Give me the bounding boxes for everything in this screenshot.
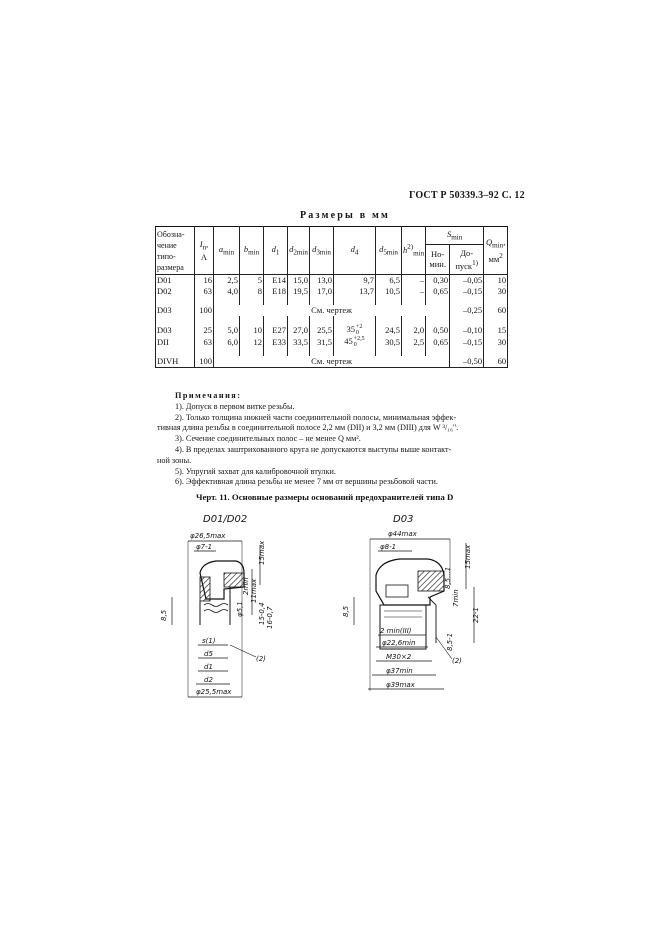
table-row: [156, 356, 508, 368]
dim-label: 15max: [258, 540, 266, 565]
table-cell: 16: [195, 275, 214, 287]
table-cell: 5: [240, 275, 264, 287]
table-cell: 2,5: [402, 336, 426, 348]
table-cell: –: [402, 286, 426, 297]
table-cell: –0,10: [450, 324, 484, 336]
table-cell: 10: [240, 324, 264, 336]
note-item: 4). В пределах заштрихованного круга не допускаются выступы выше контакт-: [175, 444, 452, 454]
dim-label: 8,5...1: [444, 566, 452, 589]
dim-label: 2min: [242, 577, 250, 595]
table-cell: 9,7: [334, 275, 376, 287]
table-cell: 25,5: [310, 324, 334, 336]
dim-label: φ44max: [388, 530, 417, 538]
note-item: ной зоны.: [157, 455, 192, 465]
header-h: $h^{2)}_{min}$: [402, 227, 426, 275]
table-cell: DIVH: [156, 356, 195, 368]
table-cell: DII: [156, 336, 195, 348]
row-gap: [156, 316, 508, 324]
table-cell: –0,05: [450, 275, 484, 287]
table-cell: D02: [156, 286, 195, 297]
table-cell: 10,5: [376, 286, 402, 297]
table-cell: –: [402, 275, 426, 287]
table-cell: 0,50: [426, 324, 450, 336]
table-cell: 15: [484, 324, 508, 336]
table-cell: 60: [484, 356, 508, 368]
dim-label: d5: [204, 650, 213, 658]
table-cell: 63: [195, 286, 214, 297]
header-d5: $d_{5min}$: [376, 227, 402, 275]
page-header: ГОСТ Р 50339.3–92 С. 12: [409, 190, 525, 201]
dim-label: φ25,5max: [196, 688, 232, 696]
note-item: 3). Сечение соединительных полос – не менее Q мм².: [175, 434, 361, 444]
dim-label: d2: [204, 676, 213, 684]
table-cell: 0,30: [426, 275, 450, 287]
table-cell: 35 +2 0: [334, 324, 376, 336]
table-cell: 6,0: [214, 336, 240, 348]
table-cell: 30: [484, 336, 508, 348]
table-cell: –0,15: [450, 286, 484, 297]
table-cell: –0,15: [450, 336, 484, 348]
table-cell: 13,7: [334, 286, 376, 297]
dim-label: s(1): [202, 637, 216, 645]
dim-label: φ22,6min: [382, 639, 416, 647]
drawing-left-title: D01/D02: [203, 514, 248, 525]
header-q: $Q_{min}$, $мм^2$: [484, 227, 508, 275]
table-cell: 10: [484, 275, 508, 287]
table-cell: 2,0: [402, 324, 426, 336]
table-cell: 4,0: [214, 286, 240, 297]
header-designation: Обозна- чение типо- размера: [156, 227, 195, 275]
table-cell: 33,5: [288, 336, 310, 348]
table-cell: 100: [195, 305, 214, 316]
table-cell: 45 +2,5 0: [334, 336, 376, 348]
table-cell: 8: [240, 286, 264, 297]
table-cell: D03: [156, 324, 195, 336]
header-s-nominal: Но- мин.: [426, 244, 450, 274]
table-cell: См. чертеж: [214, 356, 450, 368]
table-title: Размеры в мм: [300, 210, 391, 221]
note-item: 1). Допуск в первом витке резьбы.: [175, 401, 295, 411]
dim-label: 15max: [464, 544, 472, 569]
table-cell: 24,5: [376, 324, 402, 336]
dim-label: φ8-1: [380, 543, 397, 551]
table-cell: 2,5: [214, 275, 240, 287]
notes-block: [157, 391, 530, 488]
row-gap: [156, 348, 508, 356]
row-gap: [156, 297, 508, 305]
table-cell: 27,0: [288, 324, 310, 336]
table-cell: 13,0: [310, 275, 334, 287]
table-cell: D03: [156, 305, 195, 316]
header-in: $I_n$, А: [195, 227, 214, 275]
dim-label: 8,5: [342, 605, 350, 617]
table-cell: E14: [264, 275, 288, 287]
header-s-tolerance: До- пуск$^{1)}$: [450, 244, 484, 274]
dim-label: 15-0,4: [258, 602, 266, 625]
dim-label: 11max: [250, 578, 258, 603]
drawing-right-title: D03: [393, 514, 414, 525]
header-a: $a_{min}$: [214, 227, 240, 275]
dim-label: (2): [256, 655, 266, 663]
dim-label: M30×2: [386, 653, 412, 661]
header-b: $b_{min}$: [240, 227, 264, 275]
table-cell: E27: [264, 324, 288, 336]
header-d2: $d_{2min}$: [288, 227, 310, 275]
table-cell: 30,5: [376, 336, 402, 348]
table-cell: 5,0: [214, 324, 240, 336]
dim-label: φ37min: [386, 667, 413, 675]
dim-label: 8,5: [160, 609, 168, 621]
table-cell: 63: [195, 336, 214, 348]
dim-label: 8,5-1: [446, 632, 454, 651]
table-row: [156, 336, 508, 348]
dim-label: φ7-1: [196, 543, 213, 551]
table-cell: 100: [195, 356, 214, 368]
table-row: [156, 324, 508, 336]
header-d3: $d_{3min}$: [310, 227, 334, 275]
table-cell: 60: [484, 305, 508, 316]
table-cell: E33: [264, 336, 288, 348]
table-row: [156, 286, 508, 297]
table-cell: D01: [156, 275, 195, 287]
table-cell: –0,25: [450, 305, 484, 316]
table-cell: 19,5: [288, 286, 310, 297]
table-cell: 17,0: [310, 286, 334, 297]
dim-label: d1: [204, 663, 213, 671]
note-item: 5). Упругий захват для калибровочной втулки.: [175, 466, 336, 476]
dimensions-table: [155, 226, 508, 368]
figure-caption: Черт. 11. Основные размеры оснований предохранителей типа D: [196, 492, 454, 502]
table-cell: –0,50: [450, 356, 484, 368]
drawing-right: [340, 525, 490, 705]
table-cell: 0,65: [426, 286, 450, 297]
table-cell: 15,0: [288, 275, 310, 287]
notes-heading: Примечания:: [175, 391, 242, 400]
table-cell: E18: [264, 286, 288, 297]
header-d4: $d_4$: [334, 227, 376, 275]
table-cell: 31,5: [310, 336, 334, 348]
dim-label: 22-1: [472, 607, 480, 623]
dim-label: 2 min(III): [380, 627, 412, 635]
note-item: тивная длина резьбы в соединительной полосе 2,2 мм (DII) и 3,2 мм (DIII) для W ³/₁₆".: [157, 423, 459, 433]
table-row: [156, 275, 508, 287]
note-item: 2). Только толщина нижней части соединительной полосы, минимальная эффек-: [175, 412, 457, 422]
table-cell: 30: [484, 286, 508, 297]
dim-label: φ39max: [386, 681, 415, 689]
dim-label: 16-0,7: [266, 606, 274, 629]
table-cell: См. чертеж: [214, 305, 450, 316]
header-s: $S_{min}$: [426, 227, 484, 245]
table-cell: 25: [195, 324, 214, 336]
dim-label: φ5,1: [236, 601, 244, 617]
table-cell: 12: [240, 336, 264, 348]
table-cell: 0,65: [426, 336, 450, 348]
table-cell: 6,5: [376, 275, 402, 287]
dim-label: 7min: [452, 589, 460, 607]
drawing-left: [160, 525, 280, 705]
dim-label: (2): [452, 657, 462, 665]
dim-label: φ26,5max: [190, 532, 226, 540]
header-d1: $d_1$: [264, 227, 288, 275]
table-row: [156, 305, 508, 316]
note-item: 6). Эффективная длина резьбы не менее 7 мм от вершины резьбовой части.: [175, 477, 438, 487]
